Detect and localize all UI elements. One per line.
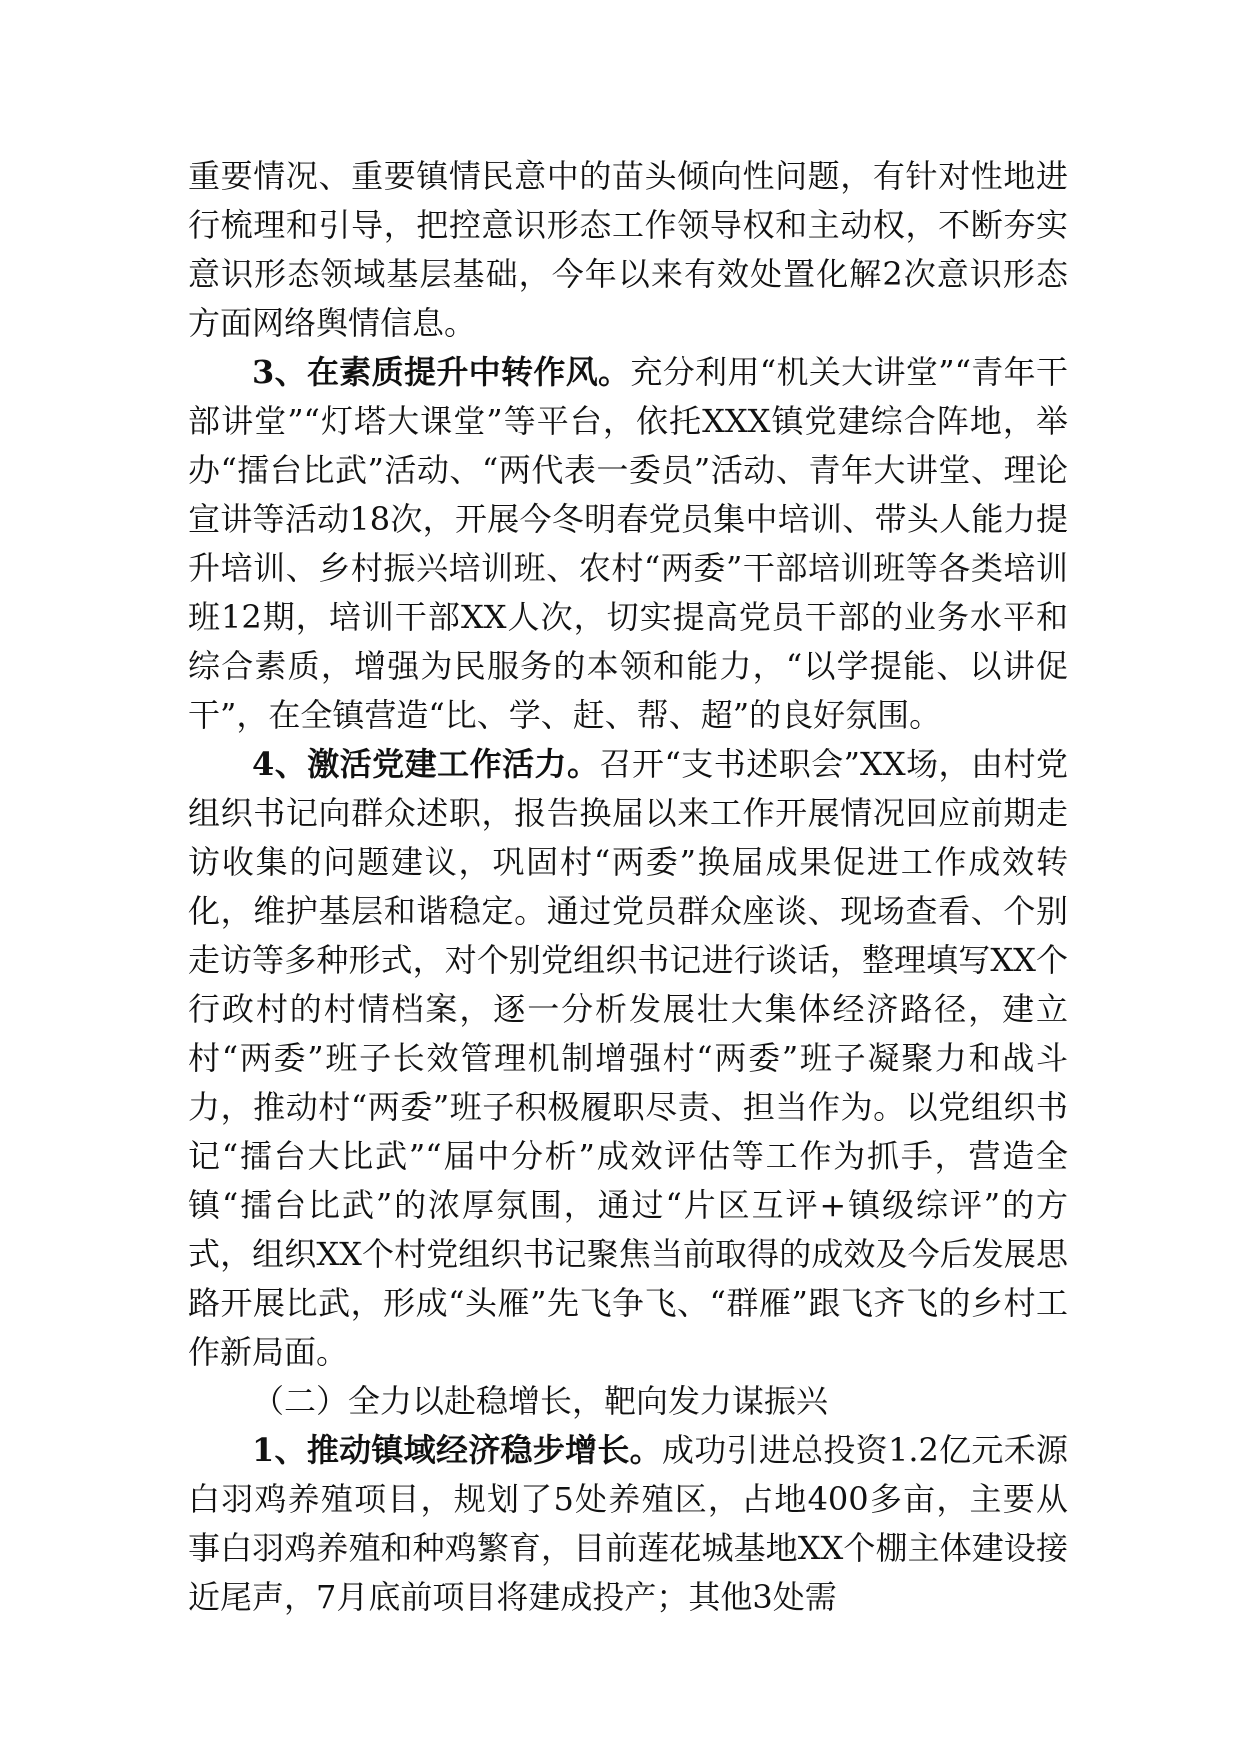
paragraph-ideology-continuation [188,152,1068,348]
document-page [188,152,1068,1622]
subsection-title [188,1377,1068,1426]
paragraph-economic-growth [188,1426,1068,1622]
paragraph-party-vitality [188,740,1068,1377]
paragraph-quality-improvement [188,348,1068,740]
paragraph-text: 重要情况、重要镇情民意中的苗头倾向性问题，有针对性地进行梳理和引导，把控意识形态工作领导权和主动权，不断夯实意识形态领域基层基础，今年以来有效处置化解2次意识形态方面网络舆情信息。 [188,157,1068,342]
paragraph-text: （二）全力以赴稳增长，靶向发力谋振兴 [252,1382,829,1420]
section-heading: 1、推动镇域经济稳步增长。 [252,1431,662,1469]
paragraph-text: 充分利用“机关大讲堂”“青年干部讲堂”“灯塔大课堂”等平台，依托XXX镇党建综合阵地，举办“擂台比武”活动、“两代表一委员”活动、青年大讲堂、理论宣讲等活动18次，开展今冬明春党员集中培训、带头人能力提升培训、乡村振兴培训班、农村“两委”干部培训班等各类培训班12期，培训干部XX人次，切实提高党员干部的业务水平和综合素质，增强为民服务的本领和能力，“以学提能、以讲促干”，在全镇营造“比、学、赶、帮、超”的良好氛围。 [188,353,1068,734]
paragraph-text: 召开“支书述职会”XX场，由村党组织书记向群众述职，报告换届以来工作开展情况回应前期走访收集的问题建议，巩固村“两委”换届成果促进工作成效转化，维护基层和谐稳定。通过党员群众座谈、现场查看、个别走访等多种形式，对个别党组织书记进行谈话，整理填写XX个行政村的村情档案，逐一分析发展壮大集体经济路径，建立村“两委”班子长效管理机制增强村“两委”班子凝聚力和战斗力，推动村“两委”班子积极履职尽责、担当作为。以党组织书记“擂台大比武”“届中分析”成效评估等工作为抓手，营造全镇“擂台比武”的浓厚氛围，通过“片区互评+镇级综评”的方式，组织XX个村党组织书记聚焦当前取得的成效及今后发展思路开展比武，形成“头雁”先飞争飞、“群雁”跟飞齐飞的乡村工作新局面。 [188,745,1068,1371]
section-heading: 4、激活党建工作活力。 [252,745,600,783]
paragraph-text: 成功引进总投资1.2亿元禾源白羽鸡养殖项目，规划了5处养殖区，占地400多亩，主要从事白羽鸡养殖和种鸡繁育，目前莲花城基地XX个棚主体建设接近尾声，7月底前项目将建成投产；其他3处需 [188,1431,1068,1616]
section-heading: 3、在素质提升中转作风。 [252,353,631,391]
